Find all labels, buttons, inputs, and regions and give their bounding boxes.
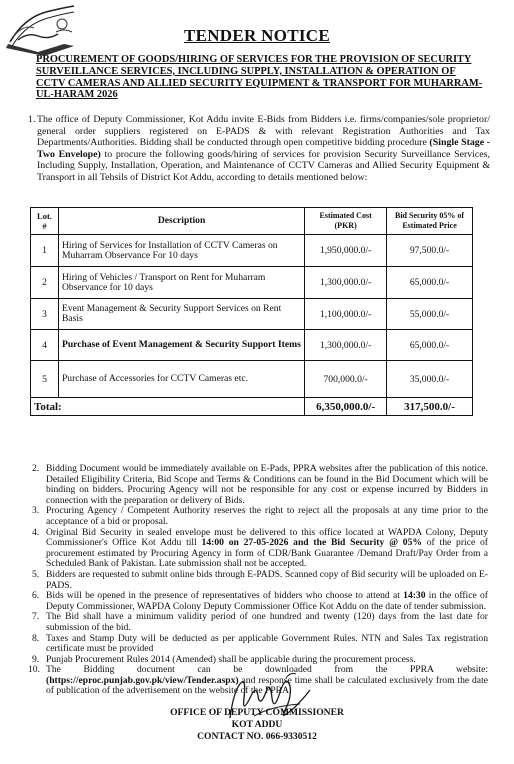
row-security: 65,000.0/- (387, 267, 473, 299)
table-row (31, 267, 473, 299)
row-lot: 1 (31, 235, 59, 267)
total-label: Total: (31, 398, 305, 416)
row-description: Hiring of Services for Installation of CCTV Cameras on Muharram Observance For 10 days (58, 235, 304, 267)
row-cost: 1,300,000.0/- (305, 267, 387, 299)
table-row (31, 330, 473, 361)
header-security: Bid Security 05% of Estimated Price (387, 208, 473, 235)
clause-number: 5. (32, 568, 40, 580)
clause-text: The Bidding document can be downloaded from the PPRA website: (46, 664, 488, 676)
row-cost: 1,950,000.0/- (305, 235, 387, 267)
clause-text: of the price of procurement estimated by Procuring Agency in form of CDR/Bank Guarantee /Demand Draft/Pay Order from a Scheduled Bank of Pakistan. Late submission shall not be accepted. (46, 537, 488, 570)
row-description: Purchase of Accessories for CCTV Cameras etc. (58, 361, 304, 398)
clause-text: The Bid shall have a minimum validity period of one hundred and twenty (120) days from the last date for submission of the bid. (46, 611, 488, 633)
table-row (31, 361, 473, 398)
notice-heading: PROCUREMENT OF GOODS/HIRING OF SERVICES FOR THE PROVISION OF SECURITY SURVEILLANCE SERVICES, INCLUDING SUPPLY, INSTALLATION & OPERATION OF CCTV CAMERAS AND ALLIED SECURITY EQUIPMENT & TRANSPORT FOR MUHARRAM-UL-HARAM 2026 (36, 54, 483, 101)
clause-number: 9. (32, 653, 40, 665)
footer-contact: CONTACT NO. 066-9330512 (197, 731, 317, 742)
clause-number: 3. (32, 505, 40, 517)
row-lot: 4 (31, 330, 59, 361)
clause-bold: 14:00 on 27-05-2026 and the Bid Security @ 05% (201, 537, 422, 549)
clause-text: Bidders are requested to submit online bids through E-PADS. Scanned copy of Bid security will be uploaded on E-PADS. (46, 568, 488, 591)
clause-number: 10. (28, 664, 40, 676)
clauses-list (28, 463, 488, 697)
table-total-row (31, 398, 473, 416)
intro-bold: (Single Stage -Two Envelope) (37, 137, 490, 160)
clause-text: Punjab Procurement Rules 2014 (Amended) shall be applicable during the procurement process. (46, 653, 416, 665)
intro-number: 1. (28, 114, 36, 125)
row-security: 65,000.0/- (387, 330, 473, 361)
clause-number: 8. (32, 632, 40, 644)
row-description: Event Management & Security Support Services on Rent Basis (58, 299, 304, 330)
clause-text: and response time shall be calculated exclusively from the date of publication of the advertisement on the website of the PPRA. (46, 674, 488, 697)
intro-text-a: The office of Deputy Commissioner, Kot Addu invite E-Bids from Bidders i.e. firms/companies/sole proprietor/ general order suppliers registered on E-PADS & with relevant Registration Authorities and Tax Departments/Authorities. Bidding shall be conducted through open competitive bidding procedure (37, 114, 490, 149)
clause-text: in the office of Deputy Commissioner, WAPDA Colony Deputy Commissioner Office Kot Addu on the date of tender submission. (46, 590, 488, 612)
clause-item (32, 464, 488, 506)
clause-bold: 14:30 (403, 590, 426, 602)
ppra-link[interactable]: (https://eproc.punjab.gov.pk/view/Tender.aspx) (46, 674, 239, 686)
intro-text-b: to procure the following goods/hiring of services for provision Security Surveillance Services, Including Supply, Installation, Operation, and Maintenance of CCTV Cameras and Allied Security Equipment & Transport in all Tehsils of District Kot Addu, according to details mentioned below: (37, 148, 490, 183)
header-cost: Estimated Cost (PKR) (305, 208, 387, 235)
clause-text: Procuring Agency / Competent Authority reserves the right to reject all the proposals at any time prior to the acceptance of a bid or proposal. (46, 505, 488, 527)
row-lot: 2 (31, 267, 59, 299)
total-security: 317,500.0/- (387, 398, 473, 416)
footer-city: KOT ADDU (231, 719, 283, 730)
intro-paragraph (28, 114, 490, 184)
row-cost: 700,000.0/- (305, 361, 387, 398)
table-row (31, 299, 473, 330)
row-lot: 3 (31, 299, 59, 330)
notice-title: TENDER NOTICE (183, 26, 331, 45)
header-description: Description (58, 208, 304, 235)
clause-text: Taxes and Stamp Duty will be deducted as per applicable Government Rules. NTN and Sales Tax registration certificate must be provided (46, 632, 488, 655)
row-description: Purchase of Event Management & Security Support Items (58, 330, 304, 361)
clause-number: 2. (32, 463, 40, 474)
footer-office: OFFICE OF DEPUTY COMMISSIONER (170, 707, 344, 718)
clause-number: 7. (32, 611, 40, 623)
clause-item (32, 506, 488, 527)
total-cost: 6,350,000.0/- (305, 398, 387, 416)
tender-table (30, 207, 473, 416)
row-security: 97,500.0/- (387, 235, 473, 267)
row-description: Hiring of Vehicles / Transport on Rent for Muharram Observance for 10 days (58, 267, 304, 299)
clause-item (32, 528, 488, 570)
row-security: 35,000.0/- (387, 361, 473, 398)
row-security: 55,000.0/- (387, 299, 473, 330)
table-header-row (31, 208, 473, 235)
row-lot: 5 (31, 361, 59, 398)
clause-item (32, 570, 488, 591)
clause-item (32, 634, 488, 655)
clause-number: 6. (32, 590, 40, 602)
clause-text: Original Bid Security in sealed envelope must be delivered to this office located at WAPDA Colony, Deputy Commissioner's Office Kot Addu till (46, 526, 488, 549)
row-cost: 1,100,000.0/- (305, 299, 387, 330)
row-cost: 1,300,000.0/- (305, 330, 387, 361)
header-lot: Lot. # (31, 208, 59, 235)
clause-item (32, 612, 488, 633)
table-row (31, 235, 473, 267)
clause-item (32, 591, 488, 612)
clause-number: 4. (32, 526, 40, 538)
clause-text: Bids will be opened in the presence of representatives of bidders who choose to attend at (46, 590, 404, 602)
clause-text: Bidding Document would be immediately available on E-Pads, PPRA websites after the publication of this notice. Detailed Eligibility Criteria, Bid Scope and Terms & Conditions can be found in the Bid Document which will be binding on bidders. Procuring Agency will not be responsible for any cost or expense incurred by Bidders in connection with the preparation or delivery of Bids. (46, 463, 488, 506)
